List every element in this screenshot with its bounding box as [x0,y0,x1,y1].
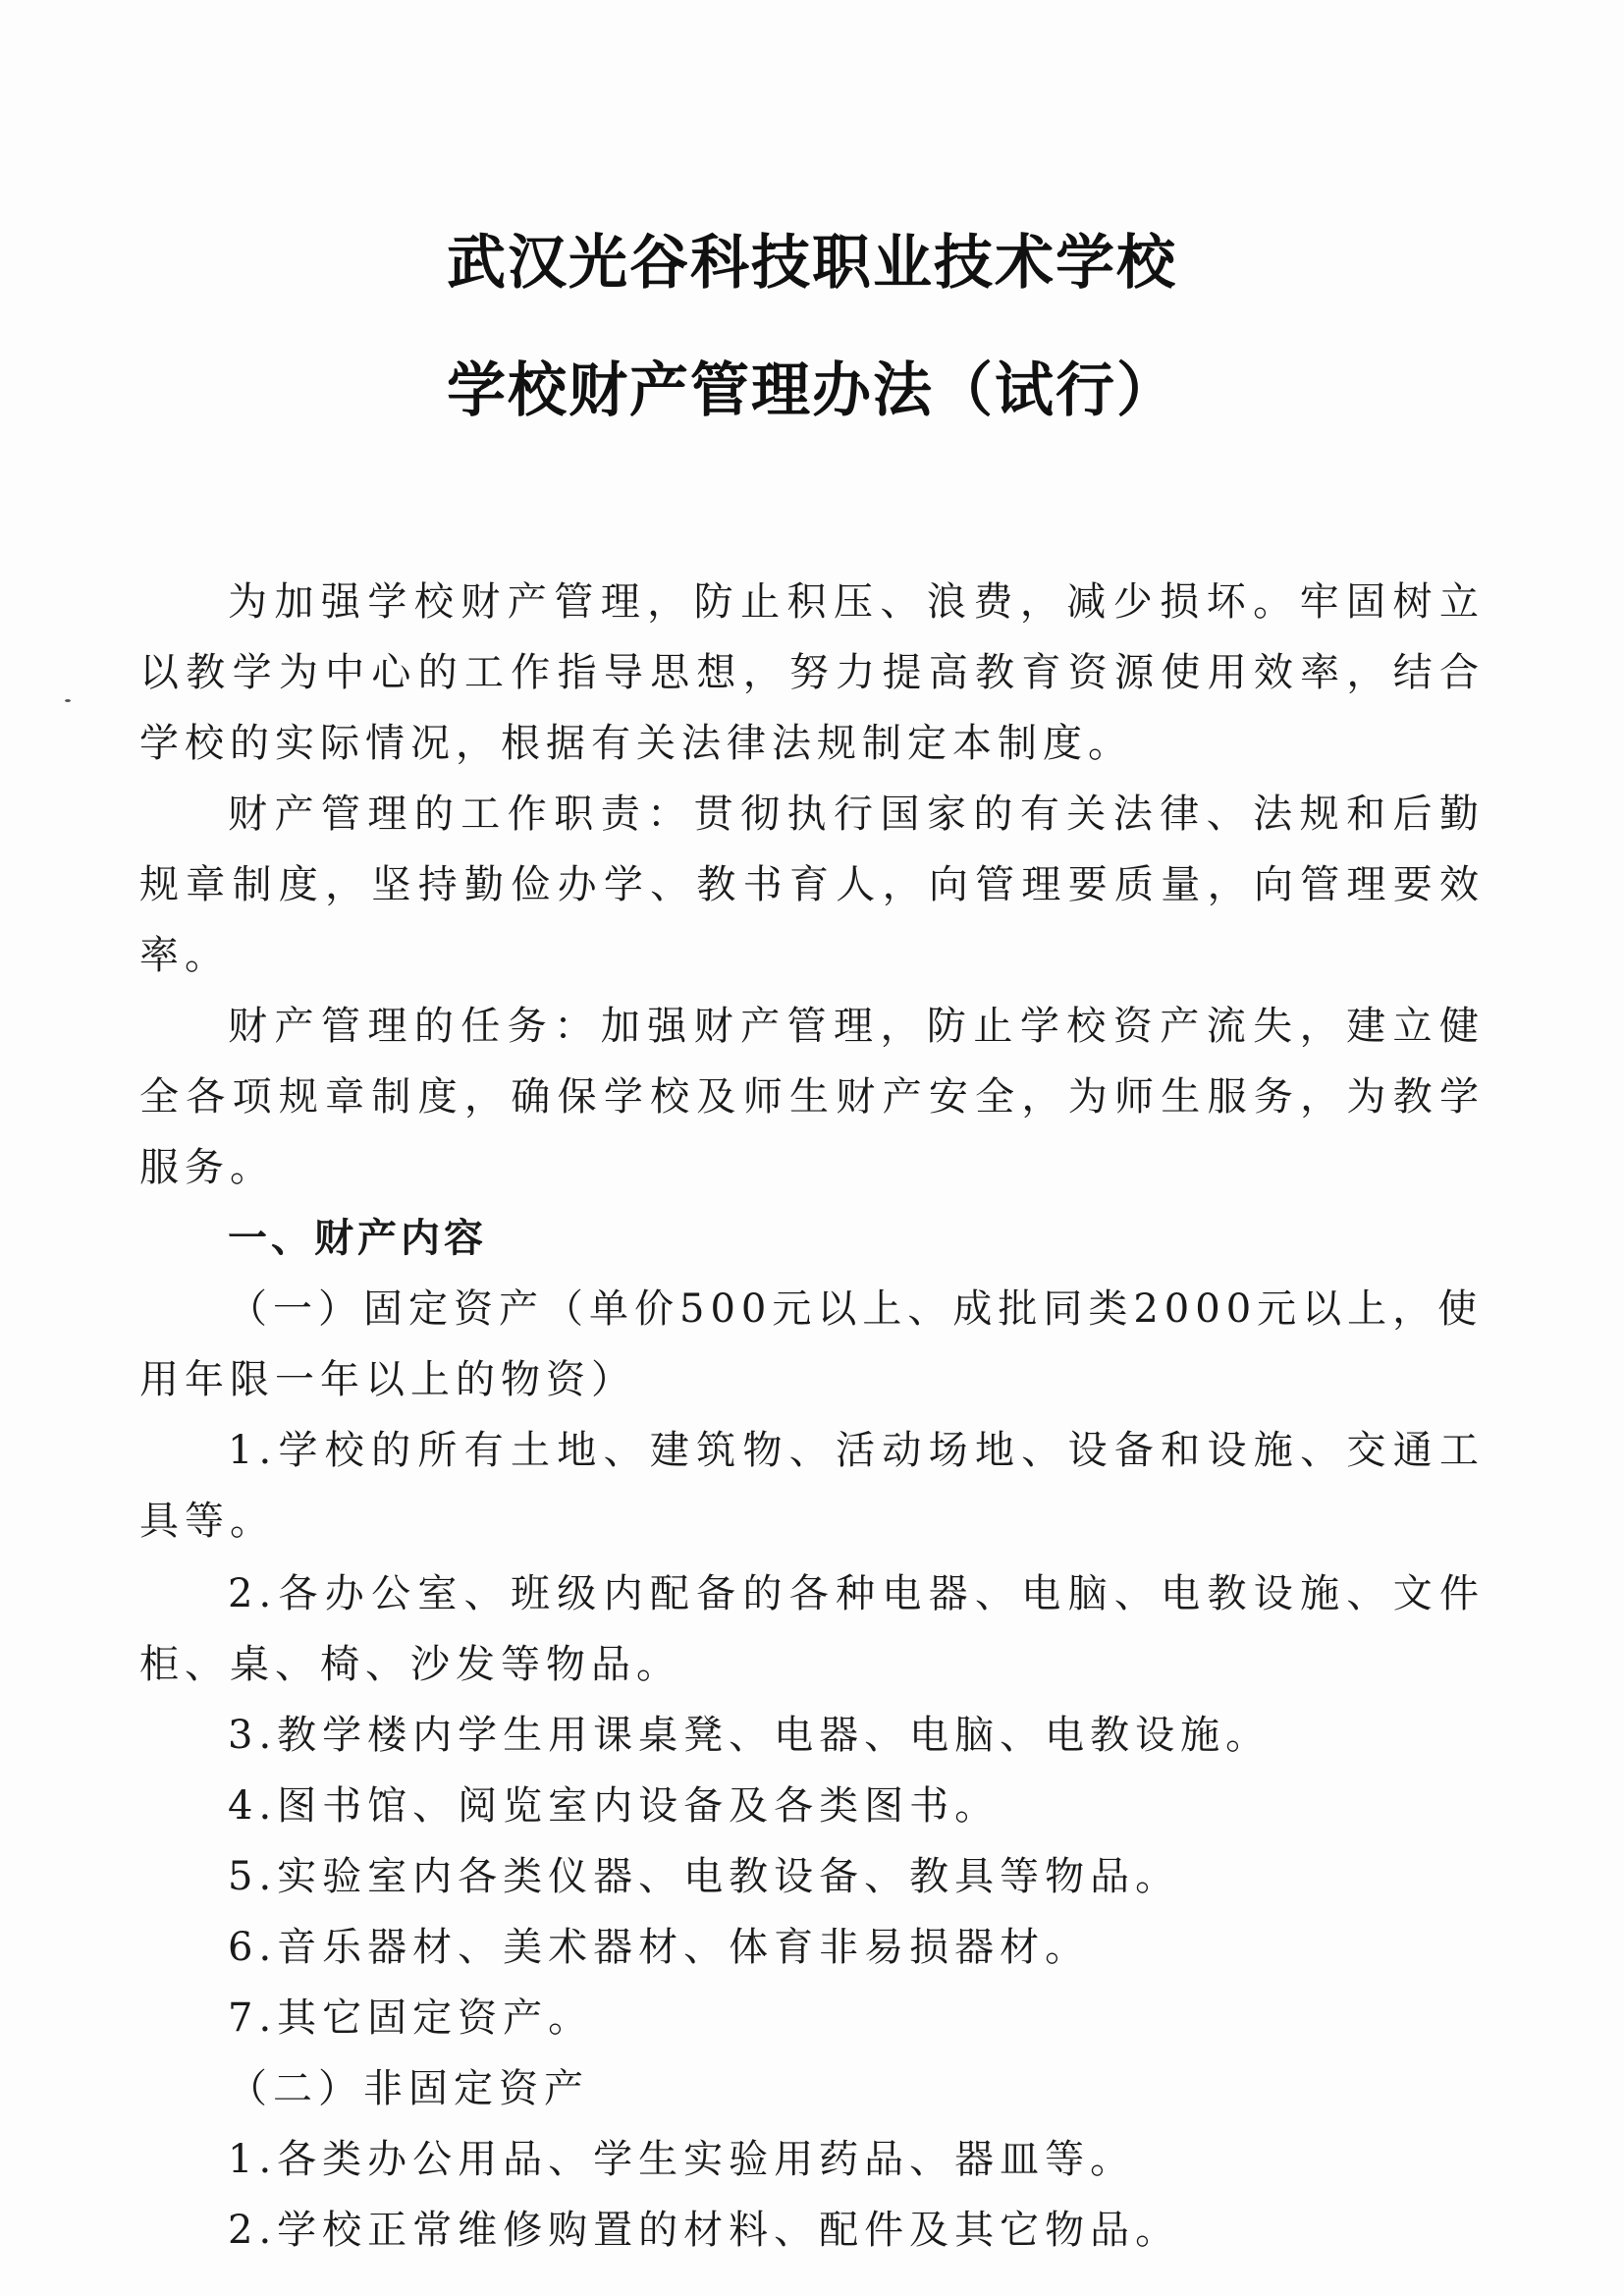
fixed-asset-item: 6.音乐器材、美术器材、体育非易损器材。 [228,1925,1091,1970]
non-fixed-asset-item: 1.各类办公用品、学生实验用药品、器皿等。 [228,2137,1136,2182]
non-fixed-assets-heading: （二）非固定资产 [228,2066,589,2111]
fixed-asset-item: 4.图书馆、阅览室内设备及各类图书。 [228,1783,1001,1829]
non-fixed-asset-item: 2.学校正常维修购置的材料、配件及其它物品。 [228,2208,1181,2253]
intro-paragraph: 为加强学校财产管理，防止积压、浪费，减少损坏。牢固树立以教学为中心的工作指导思想，努力提高教育资源使用效率，结合学校的实际情况，根据有关法律法规制定本制度。 [139,579,1485,766]
document-body [139,567,1485,2266]
fixed-asset-item: 7.其它固定资产。 [228,1995,594,2041]
fixed-asset-item: 3.教学楼内学生用课桌凳、电器、电脑、电教设施。 [228,1713,1272,1758]
fixed-assets-heading: （一）固定资产（单价500元以上、成批同类2000元以上，使用年限一年以上的物资） [139,1286,1484,1402]
fixed-asset-item: 2.各办公室、班级内配备的各种电器、电脑、电教设施、文件柜、桌、椅、沙发等物品。 [139,1571,1485,1687]
fixed-asset-item: 1.学校的所有土地、建筑物、活动场地、设备和设施、交通工具等。 [139,1428,1485,1544]
fixed-asset-item: 5.实验室内各类仪器、电教设备、教具等物品。 [228,1854,1181,1899]
document-title-block [0,229,1624,425]
tasks-paragraph: 财产管理的任务：加强财产管理，防止学校资产流失，建立健全各项规章制度，确保学校及师生财产安全，为师生服务，为教学服务。 [139,1004,1485,1190]
section-heading-property-content: 一、财产内容 [228,1216,487,1261]
regulation-title: 学校财产管理办法（试行） [447,356,1177,425]
school-name-title: 武汉光谷科技职业技术学校 [447,229,1177,298]
scan-speck [65,699,71,702]
duties-paragraph: 财产管理的工作职责：贯彻执行国家的有关法律、法规和后勤规章制度，坚持勤俭办学、教书育人，向管理要质量，向管理要效率。 [139,792,1485,978]
